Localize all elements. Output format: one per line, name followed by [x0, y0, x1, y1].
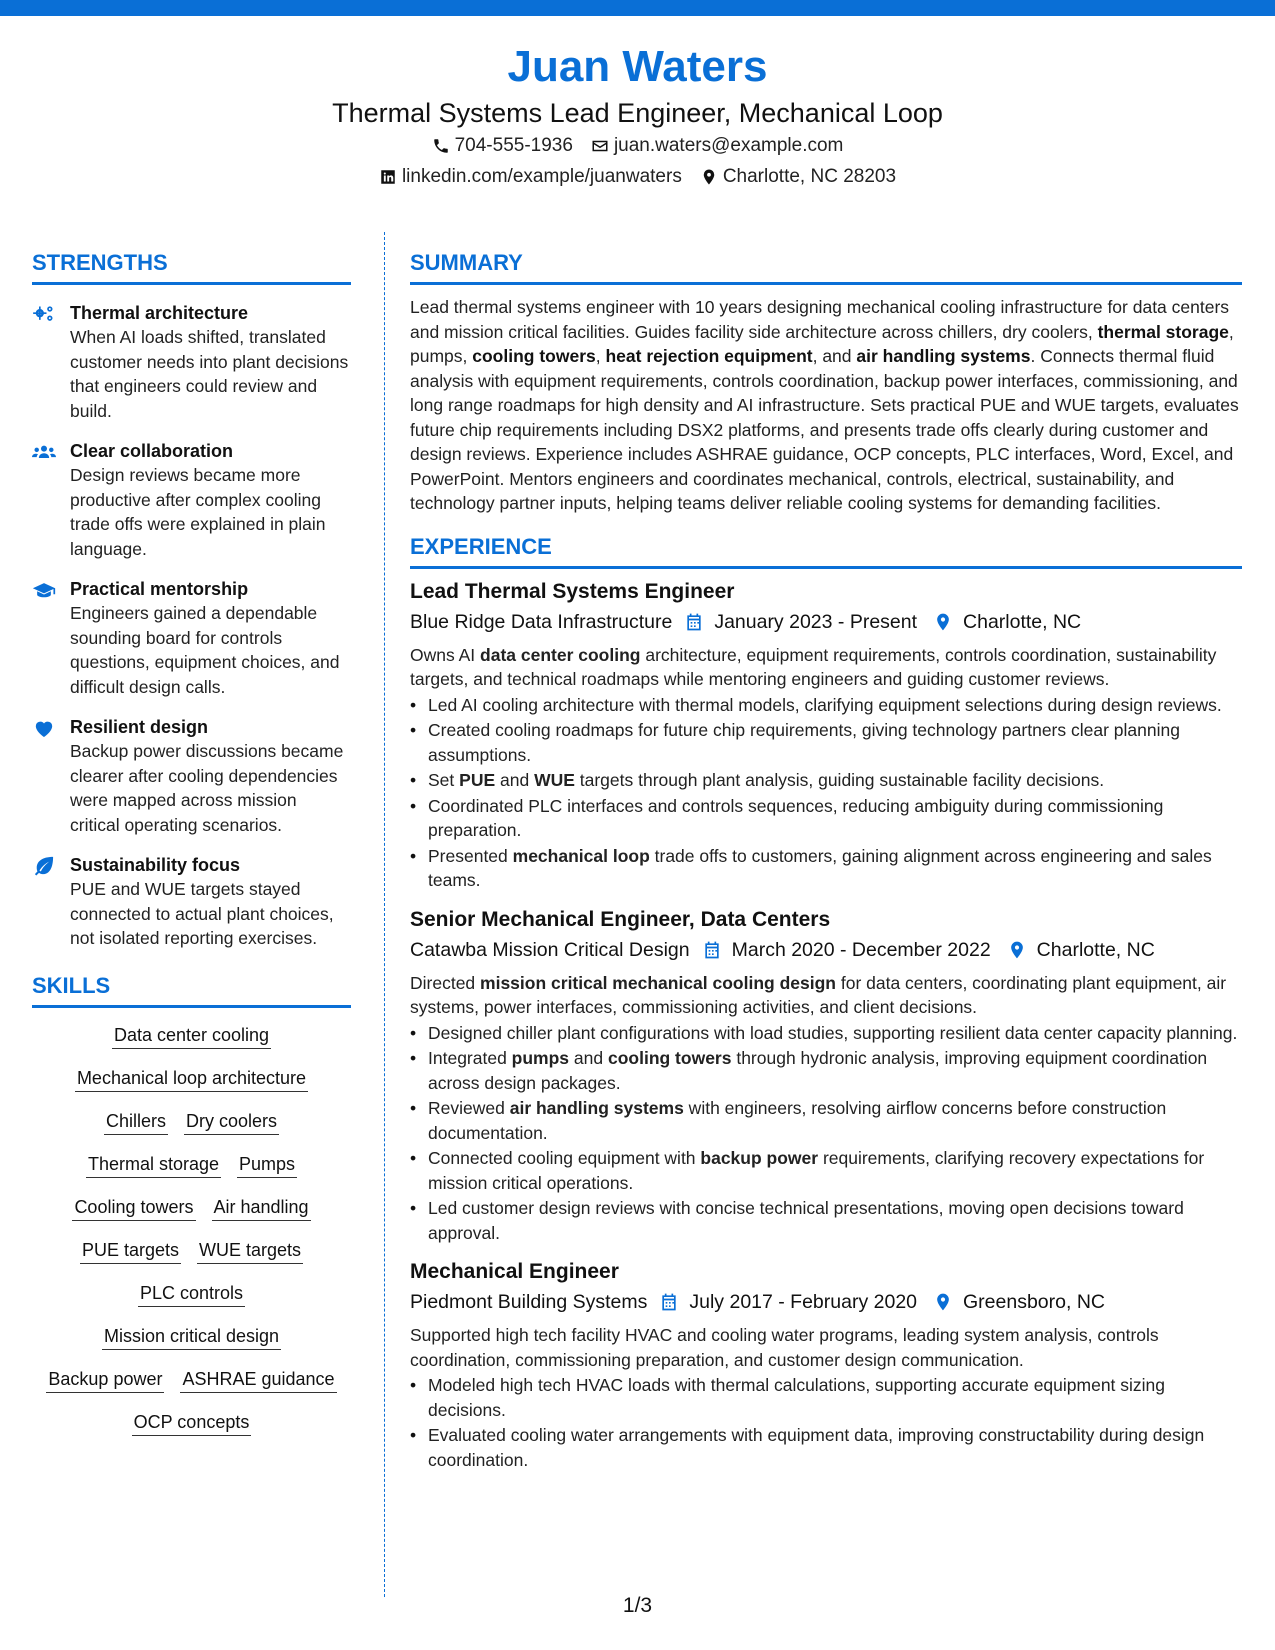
strength-text: Design reviews became more productive after complex cooling trade offs were explained in plain language. [70, 465, 326, 559]
accent-top-bar [0, 0, 1275, 16]
list-item: • Evaluated cooling water arrangements with equipment data, improving constructability during design coordination. [410, 1423, 1242, 1472]
leaf-icon [32, 856, 56, 876]
skill-tag: Data center cooling [112, 1022, 271, 1049]
list-item: • Designed chiller plant configurations with load studies, supporting resilient data center capacity planning. [410, 1021, 1242, 1046]
job-meta [410, 935, 1242, 965]
summary-heading: SUMMARY [410, 248, 1242, 285]
linkedin-icon [379, 168, 397, 186]
list-item: • Led AI cooling architecture with thermal models, clarifying equipment selections during design reviews. [410, 693, 1242, 718]
skill-tag: PLC controls [138, 1280, 245, 1307]
map-pin-icon [933, 1292, 953, 1312]
experience-heading: EXPERIENCE [410, 532, 1242, 569]
right-column [410, 248, 1242, 1473]
job-bullets [410, 693, 1242, 893]
skill-tag: Pumps [237, 1151, 297, 1178]
calendar-icon [659, 1292, 679, 1312]
strength-text: When AI loads shifted, translated customer needs into plant decisions that engineers could review and build. [70, 327, 349, 421]
calendar-icon [684, 612, 704, 632]
phone-icon [432, 137, 450, 155]
company-name: Piedmont Building Systems [410, 1291, 648, 1313]
job-location: Greensboro, NC [963, 1291, 1105, 1313]
company-name: Catawba Mission Critical Design [410, 938, 690, 961]
job-dates: January 2023 - Present [714, 610, 918, 633]
job-location: Charlotte, NC [1036, 938, 1155, 961]
candidate-name: Juan Waters [507, 42, 768, 91]
strength-item [32, 715, 351, 837]
skills-list [32, 1022, 351, 1436]
strength-item [32, 853, 351, 951]
job-title: Senior Mechanical Engineer, Data Centers [410, 907, 831, 931]
strength-heading: Sustainability focus [70, 855, 241, 875]
list-item: • Presented mechanical loop trade offs to customers, gaining alignment across engineering and sales teams. [410, 844, 1242, 893]
strength-heading: Clear collaboration [70, 441, 234, 461]
map-pin-icon [700, 168, 718, 186]
skill-tag: Chillers [104, 1108, 168, 1135]
list-item: • Led customer design reviews with concise technical presentations, moving open decisions toward approval. [410, 1196, 1242, 1245]
calendar-icon [702, 940, 722, 960]
job-title: Mechanical Engineer [410, 1260, 619, 1283]
skill-tag: Dry coolers [184, 1108, 279, 1135]
list-item: • Reviewed air handling systems with engineers, resolving airflow concerns before construction documentation. [410, 1096, 1242, 1145]
phone-contact [432, 130, 573, 161]
job-bullets [410, 1373, 1242, 1472]
graduation-cap-icon [32, 580, 56, 600]
contact-row-2 [0, 161, 1275, 192]
left-column [32, 248, 351, 1452]
summary-text: Lead thermal systems engineer with 10 years designing mechanical cooling infrastructure for data centers and mission critical facilities. Guides facility side architecture across chillers, dry coolers, thermal storage, pumps, cooling towers, heat rejection equipment, and air handling systems. Connects thermal fluid analysis with equipment requirements, controls coordination, backup power interfaces, commissioning, and long range roadmaps for high density and AI infrastructure. Sets practical PUE and WUE targets, evaluates future chip requirements including DSX2 platforms, and presents trade offs clearly during customer and design reviews. Experience includes ASHRAE guidance, OCP concepts, PLC interfaces, Word, Excel, and PowerPoint. Mentors engineers and coordinates mechanical, controls, electrical, sustainability, and technology partner inputs, helping teams deliver reliable cooling systems for demanding facilities. [410, 297, 1239, 513]
page-number: 1/3 [622, 1594, 653, 1617]
email-text: juan.waters@example.com [613, 135, 844, 156]
skills-heading: SKILLS [32, 971, 351, 1008]
list-item: • Coordinated PLC interfaces and controls sequences, reducing ambiguity during commissioning preparation. [410, 794, 1242, 843]
skill-tag: OCP concepts [132, 1409, 252, 1436]
strength-item [32, 577, 351, 699]
job-meta [410, 1287, 1242, 1317]
strength-text: PUE and WUE targets stayed connected to actual plant choices, not isolated reporting exercises. [70, 879, 334, 948]
skill-tag: Air handling [212, 1194, 311, 1221]
strength-heading: Practical mentorship [70, 579, 249, 599]
skill-tag: Mission critical design [102, 1323, 281, 1350]
users-icon [32, 442, 56, 462]
column-divider [384, 232, 385, 1597]
strength-heading: Resilient design [70, 717, 209, 737]
location-text: Charlotte, NC 28203 [722, 166, 897, 187]
strength-item [32, 301, 351, 423]
job-entry [410, 577, 1242, 893]
skill-tag: Mechanical loop architecture [75, 1065, 308, 1092]
list-item: • Connected cooling equipment with backup power requirements, clarifying recovery expectations for mission critical operations. [410, 1146, 1242, 1195]
contact-row-1 [0, 130, 1275, 161]
list-item: • Set PUE and WUE targets through plant analysis, guiding sustainable facility decisions. [410, 768, 1242, 793]
linkedin-text: linkedin.com/example/juanwaters [401, 166, 682, 187]
job-dates: March 2020 - December 2022 [731, 938, 991, 961]
skill-tag: Backup power [46, 1366, 164, 1393]
strengths-heading: STRENGTHS [32, 248, 351, 285]
job-location: Charlotte, NC [963, 610, 1082, 633]
strength-text: Backup power discussions became clearer after cooling dependencies were mapped across mission critical operating scenarios. [70, 741, 344, 835]
job-dates: July 2017 - February 2020 [689, 1291, 918, 1313]
envelope-icon [591, 137, 609, 155]
list-item: • Integrated pumps and cooling towers through hydronic analysis, improving equipment coordination across design packages. [410, 1046, 1242, 1095]
phone-text: 704-555-1936 [454, 135, 573, 156]
gears-icon [32, 304, 56, 324]
candidate-title: Thermal Systems Lead Engineer, Mechanical Loop [332, 98, 943, 128]
map-pin-icon [1007, 940, 1027, 960]
strength-item [32, 439, 351, 561]
skill-tag: WUE targets [197, 1237, 303, 1264]
strength-heading: Thermal architecture [70, 303, 249, 323]
skill-tag: PUE targets [80, 1237, 181, 1264]
linkedin-contact[interactable] [379, 161, 682, 192]
job-bullets [410, 1021, 1242, 1246]
job-meta [410, 607, 1242, 637]
strength-text: Engineers gained a dependable sounding board for controls questions, equipment choices, and difficult design calls. [70, 603, 340, 697]
job-description: Directed mission critical mechanical cooling design for data centers, coordinating plant equipment, air systems, power interfaces, commissioning activities, and client decisions. [410, 972, 1227, 1017]
skill-tag: Thermal storage [86, 1151, 221, 1178]
resume-header [0, 40, 1275, 192]
location-contact [700, 161, 896, 192]
job-description: Supported high tech facility HVAC and cooling water programs, leading system analysis, controls coordination, commissioning preparation, and customer design communication. [410, 1325, 1159, 1370]
email-contact[interactable] [591, 130, 843, 161]
heart-icon [32, 718, 56, 738]
skill-tag: Cooling towers [72, 1194, 195, 1221]
company-name: Blue Ridge Data Infrastructure [410, 610, 673, 633]
job-title: Lead Thermal Systems Engineer [410, 579, 735, 603]
map-pin-icon [933, 612, 953, 632]
job-entry [410, 905, 1242, 1246]
job-description: Owns AI data center cooling architecture, equipment requirements, controls coordination, sustainability targets, and technical roadmaps while mentoring engineers and guiding customer reviews. [410, 644, 1217, 689]
skill-tag: ASHRAE guidance [180, 1366, 336, 1393]
job-entry [410, 1257, 1242, 1472]
list-item: • Created cooling roadmaps for future chip requirements, giving technology partners clear planning assumptions. [410, 718, 1242, 767]
list-item: • Modeled high tech HVAC loads with thermal calculations, supporting accurate equipment sizing decisions. [410, 1373, 1242, 1422]
